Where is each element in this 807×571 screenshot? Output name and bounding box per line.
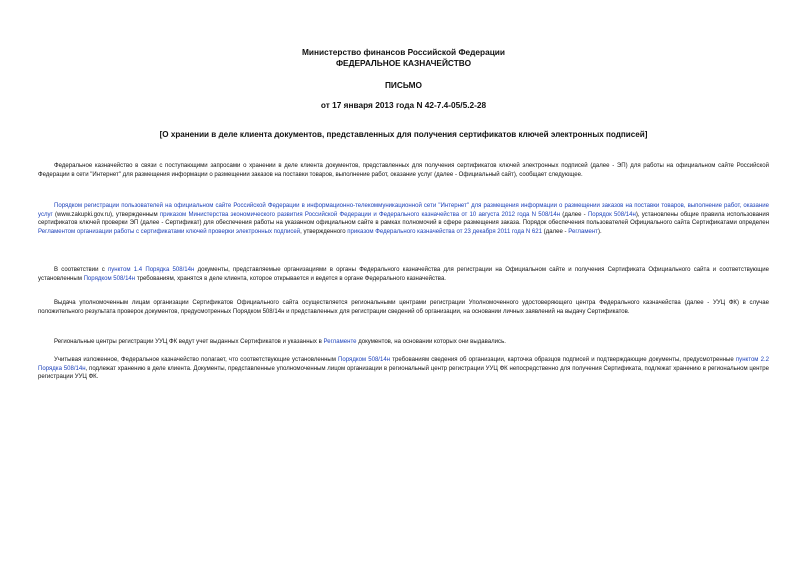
link-order-621[interactable]: приказом Федерального казначейства от 23 декабря 2011 года N 621 bbox=[347, 228, 542, 235]
text-segment: требованиям, хранятся в деле клиента, которое открывается и ведется в органе Федерального казначейства. bbox=[135, 275, 446, 282]
text-segment: (далее - bbox=[560, 211, 588, 218]
paragraph-conclusion bbox=[38, 356, 769, 382]
link-order-508-14n[interactable]: приказом Министерства экономического развития Российской Федерации и Федерального казначейства от 10 августа 2012 года N 508/14н bbox=[159, 211, 561, 218]
text-segment: (далее - bbox=[542, 228, 569, 235]
document-type: ПИСЬМО bbox=[384, 80, 423, 90]
text-segment: документов, на основании которых они выдавались. bbox=[356, 339, 506, 345]
paragraph-procedure bbox=[38, 202, 769, 236]
link-clause-1-4[interactable]: пунктом 1.4 Порядка 508/14н bbox=[107, 267, 195, 273]
text-segment: В соответствии с bbox=[54, 267, 108, 273]
ministry-title: Министерство финансов Российской Федерации bbox=[301, 47, 506, 57]
link-procedure-508-14n[interactable]: Порядок 508/14н bbox=[587, 211, 636, 218]
text-segment: (www.zakupki.gov.ru), утвержденным bbox=[52, 211, 160, 218]
paragraph-client-file bbox=[38, 266, 769, 283]
link-procedure-508-14n[interactable]: Порядком 508/14н bbox=[83, 275, 136, 282]
text-segment: Учитывая изложенное, Федеральное казначейство полагает, что соответствующие установленным bbox=[54, 357, 339, 363]
text-segment: документы, представляемые организациями в органы Федерального казначейства для регистрации на Официальном сайте и получения Сертификата Официального сайта и соответствующие установленным bbox=[38, 267, 769, 282]
text-segment: требованиям сведения об организации, карточка образцов подписей и подтверждающие документы, предусмотренные bbox=[390, 357, 736, 363]
link-regulation[interactable]: Регламенте bbox=[323, 339, 357, 345]
link-certificate-regulation[interactable]: Регламентом организации работы с сертификатами ключей проверки электронных подписей bbox=[38, 228, 301, 235]
document-date-number: от 17 января 2013 года N 42-7.4-05/5.2-28 bbox=[320, 100, 487, 110]
link-registration-procedure[interactable]: Порядком регистрации пользователей на официальном сайте Российской Федерации в информационно-телекоммуникационной сети "Интернет" для размещения информации о размещении заказов на поставки товаров, выполнение работ, оказание услуг bbox=[38, 203, 769, 218]
link-clause-2-2[interactable]: пунктом 2.2 Порядка 508/14н bbox=[38, 357, 769, 372]
document-subject: [О хранении в деле клиента документов, представленных для получения сертификатов ключей электронных подписей] bbox=[159, 130, 648, 139]
text-segment: ). bbox=[597, 228, 602, 235]
treasury-title: ФЕДЕРАЛЬНОЕ КАЗНАЧЕЙСТВО bbox=[335, 58, 472, 68]
paragraph-certificate-issuance: Выдача уполномоченным лицам организации Сертификатов Официального сайта осуществляется региональными центрами регистрации Уполномоченного удостоверяющего центра Федерального казначейства (далее - УУЦ ФК) в случае положительного результата проверок документов, предусмотренных Порядком 508/14н и представленных для регистрации сведений об организации, на основании личных заявлений на выдачу Сертификатов. bbox=[38, 300, 769, 315]
paragraph-intro: Федеральное казначейство в связи с поступающими запросами о хранении в деле клиента документов, представленных для получения сертификатов ключей электронных подписей (далее - ЭП) для работы на официальном сайте Российской Федерации в сети "Интернет" для размещения информации о размещении заказов на поставки товаров, выполнение работ, оказание услуг (далее - Официальный сайт), сообщает следующее. bbox=[38, 163, 769, 178]
link-regulation[interactable]: Регламент bbox=[568, 228, 598, 235]
text-segment: , подлежат хранению в деле клиента. Документы, представленные уполномоченным лицом организации в региональный центр регистрации УУЦ ФК непосредственно для получения Сертификата, подлежат хранению в региональном центре регистрации УУЦ ФК. bbox=[38, 365, 769, 381]
text-segment: , утвержденного bbox=[300, 228, 348, 235]
link-procedure-508-14n[interactable]: Порядком 508/14н bbox=[338, 357, 391, 363]
paragraph-regional-centers bbox=[38, 338, 769, 347]
text-segment: Региональные центры регистрации УУЦ ФК ведут учет выданных Сертификатов и указанных в bbox=[54, 339, 324, 345]
text-segment: ), установлены общие правила использования сертификатов ключей проверки ЭП (далее - Сертификат) для обеспечения работы на указанном официальном сайте в рамках полномочий в сфере размещения заказа. Порядок обеспечения пользователей Официального сайта Сертификатами определен bbox=[38, 211, 769, 227]
